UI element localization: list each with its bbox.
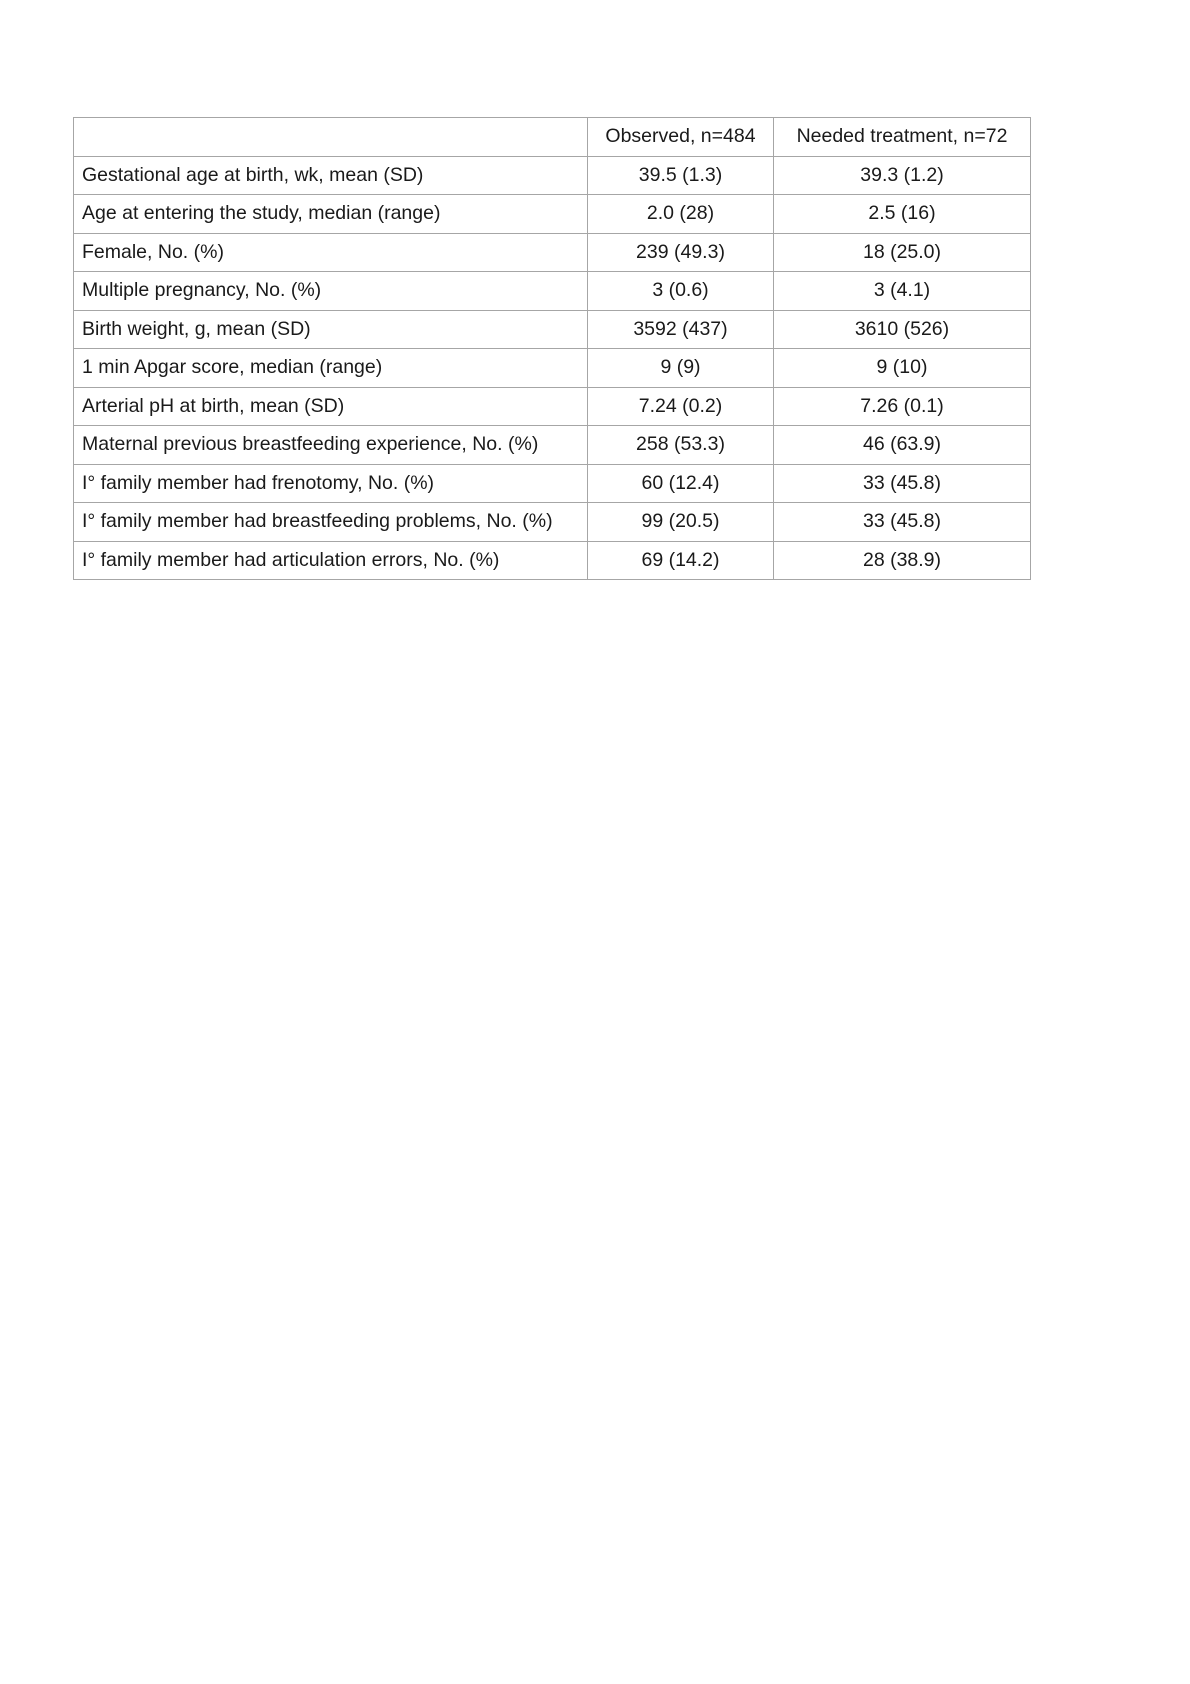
observed-value: 7.24 (0.2) (588, 387, 774, 426)
needed-treatment-value: 46 (63.9) (774, 426, 1031, 465)
header-cell-empty (74, 118, 588, 157)
needed-treatment-value: 33 (45.8) (774, 503, 1031, 542)
table-row (74, 233, 1031, 272)
needed-treatment-value: 3610 (526) (774, 310, 1031, 349)
header-cell-observed: Observed, n=484 (588, 118, 774, 157)
row-label: Female, No. (%) (74, 233, 588, 272)
observed-value: 60 (12.4) (588, 464, 774, 503)
needed-treatment-value: 39.3 (1.2) (774, 156, 1031, 195)
table-row (74, 349, 1031, 388)
observed-value: 99 (20.5) (588, 503, 774, 542)
table-row (74, 156, 1031, 195)
observed-value: 3592 (437) (588, 310, 774, 349)
needed-treatment-value: 2.5 (16) (774, 195, 1031, 234)
row-label: Arterial pH at birth, mean (SD) (74, 387, 588, 426)
row-label: Maternal previous breastfeeding experience, No. (%) (74, 426, 588, 465)
observed-value: 258 (53.3) (588, 426, 774, 465)
observed-value: 2.0 (28) (588, 195, 774, 234)
needed-treatment-value: 18 (25.0) (774, 233, 1031, 272)
row-label: Gestational age at birth, wk, mean (SD) (74, 156, 588, 195)
table-row (74, 541, 1031, 580)
table-row (74, 426, 1031, 465)
table-row (74, 387, 1031, 426)
needed-treatment-value: 9 (10) (774, 349, 1031, 388)
row-label: I° family member had frenotomy, No. (%) (74, 464, 588, 503)
row-label: I° family member had breastfeeding problems, No. (%) (74, 503, 588, 542)
characteristics-table (73, 117, 1031, 580)
observed-value: 39.5 (1.3) (588, 156, 774, 195)
needed-treatment-value: 28 (38.9) (774, 541, 1031, 580)
table-header-row (74, 118, 1031, 157)
table-row (74, 503, 1031, 542)
observed-value: 9 (9) (588, 349, 774, 388)
table-row (74, 195, 1031, 234)
row-label: Multiple pregnancy, No. (%) (74, 272, 588, 311)
observed-value: 69 (14.2) (588, 541, 774, 580)
row-label: I° family member had articulation errors, No. (%) (74, 541, 588, 580)
table-row (74, 310, 1031, 349)
row-label: 1 min Apgar score, median (range) (74, 349, 588, 388)
needed-treatment-value: 7.26 (0.1) (774, 387, 1031, 426)
row-label: Birth weight, g, mean (SD) (74, 310, 588, 349)
table-row (74, 272, 1031, 311)
row-label: Age at entering the study, median (range) (74, 195, 588, 234)
observed-value: 239 (49.3) (588, 233, 774, 272)
header-cell-needed-treatment: Needed treatment, n=72 (774, 118, 1031, 157)
table-row (74, 464, 1031, 503)
needed-treatment-value: 3 (4.1) (774, 272, 1031, 311)
needed-treatment-value: 33 (45.8) (774, 464, 1031, 503)
observed-value: 3 (0.6) (588, 272, 774, 311)
